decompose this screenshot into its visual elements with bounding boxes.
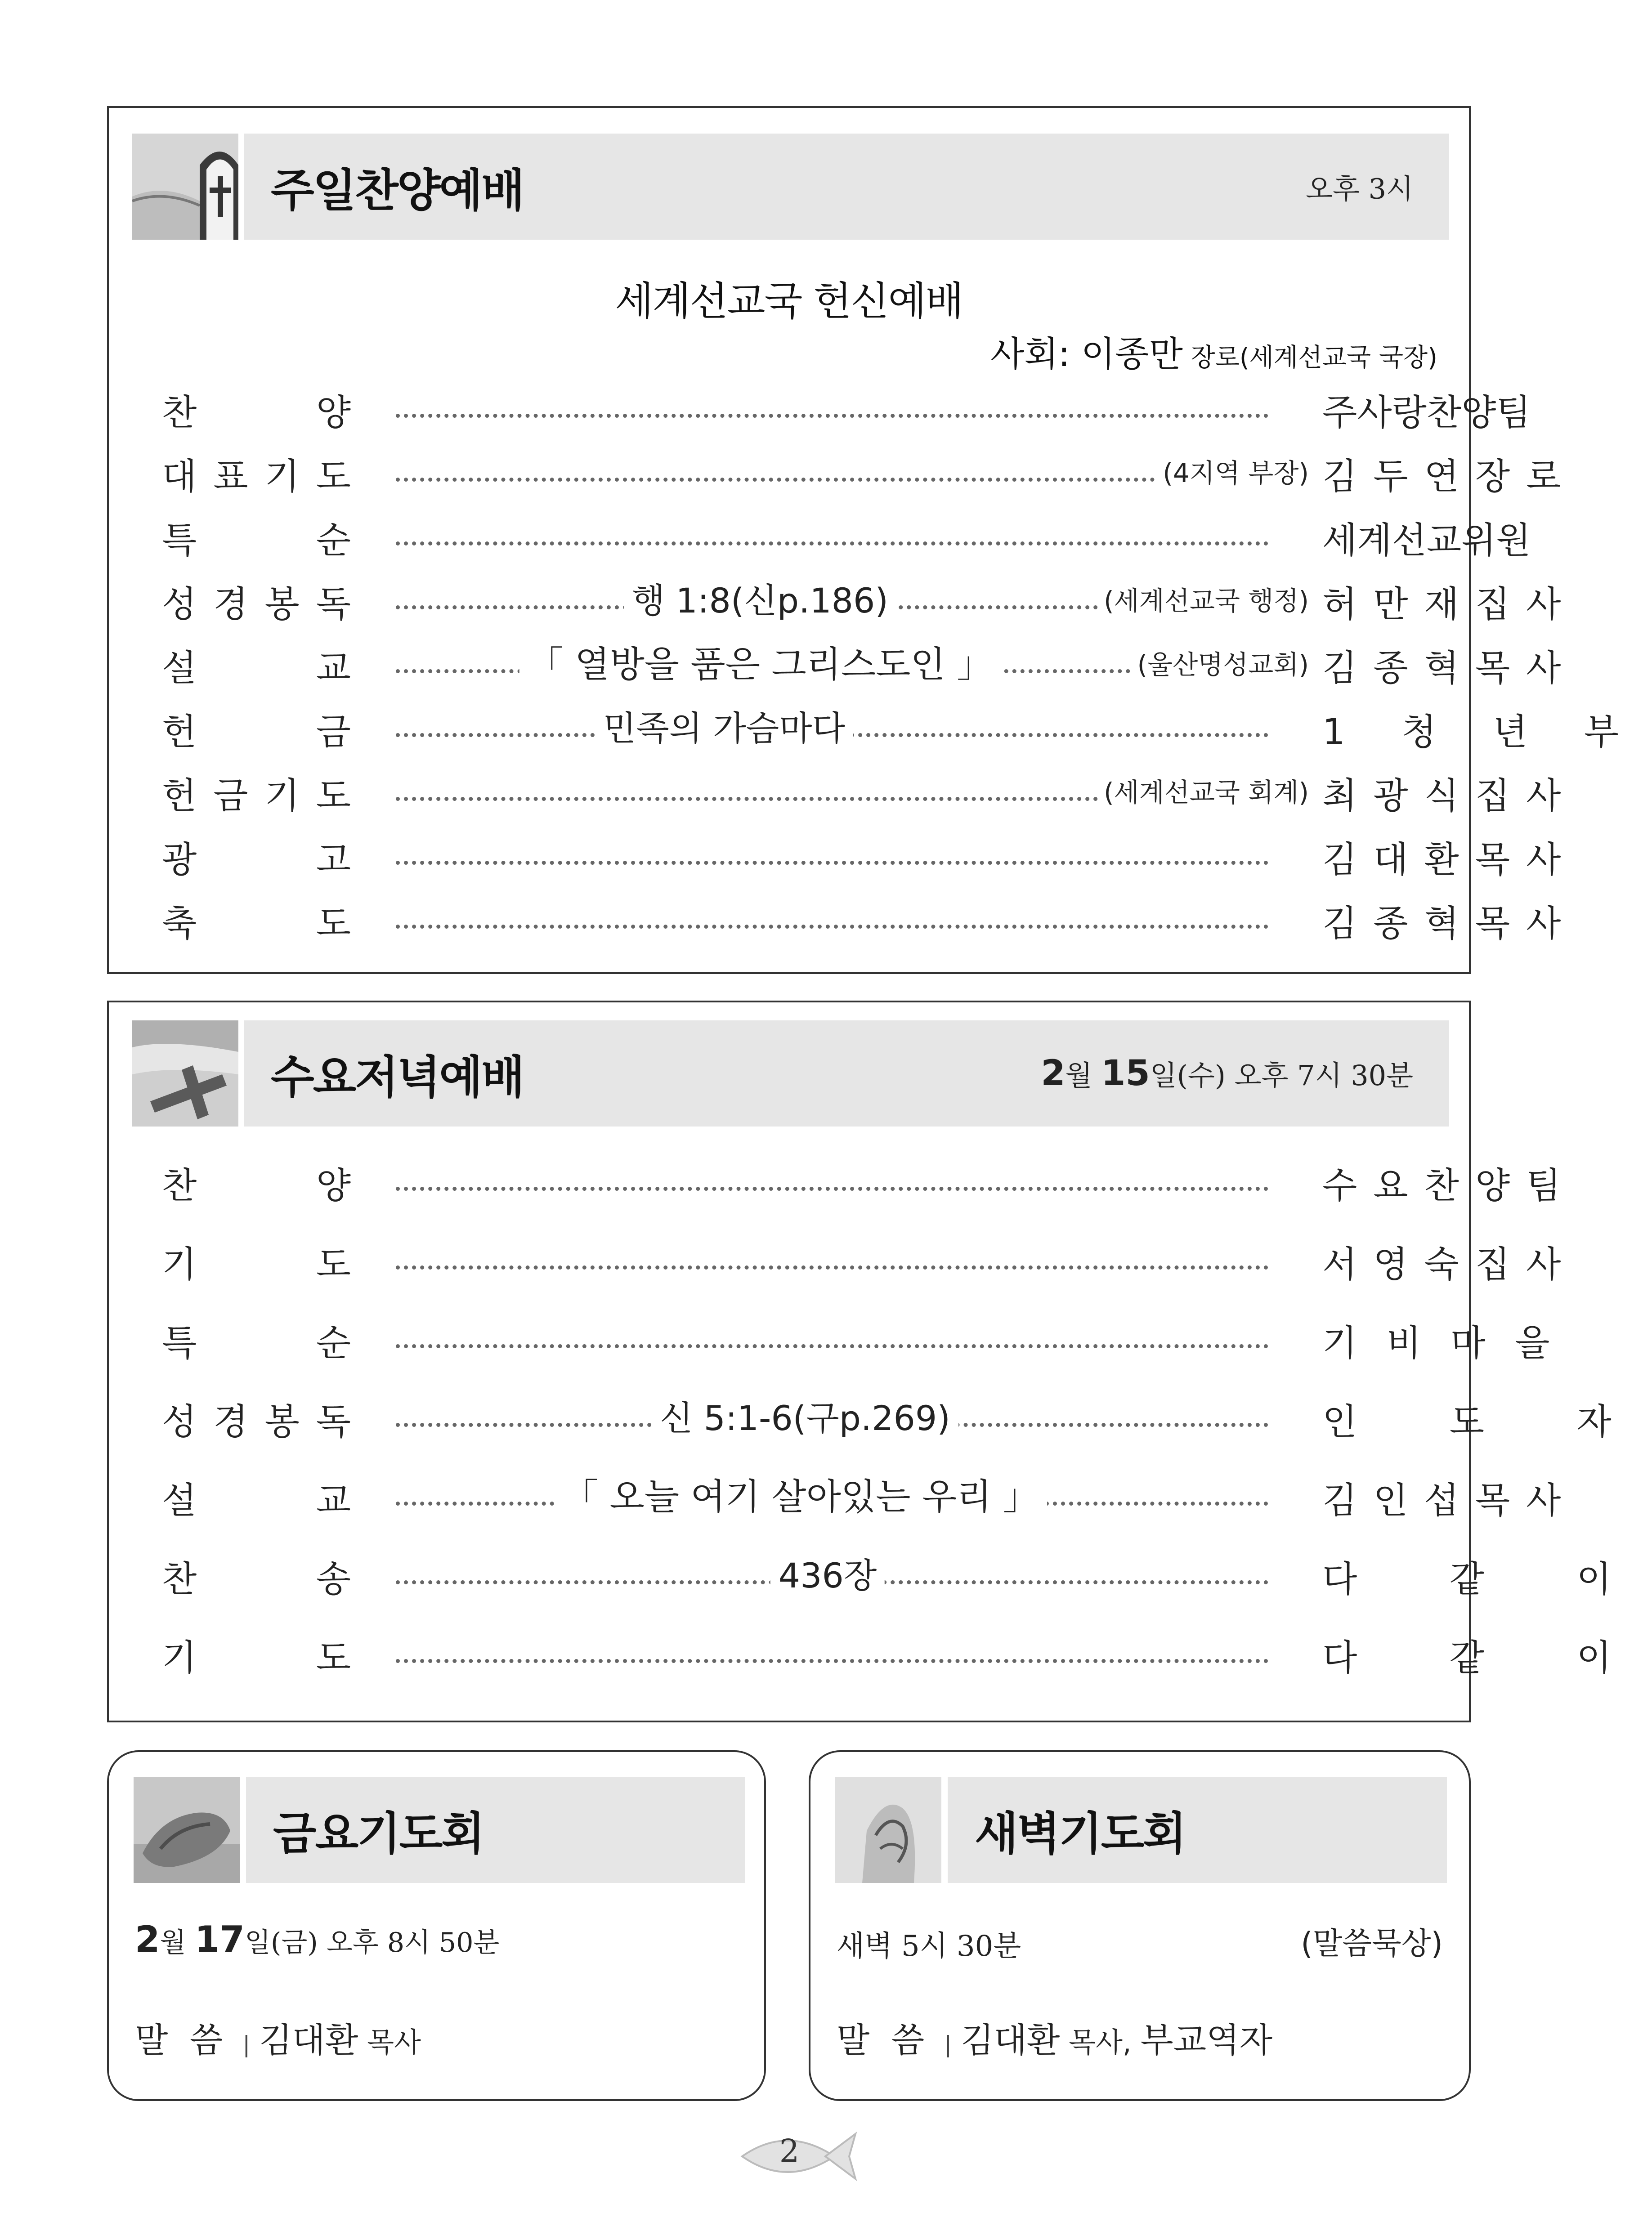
wed-row-hymn	[162, 1160, 1577, 1207]
row-label: 특 순	[162, 519, 351, 561]
row-detail: 「 오늘 여기 살아있는 우리 」	[554, 1475, 1047, 1520]
friday-speaker-line: 말 씀 | 김대환 목사	[135, 2020, 421, 2060]
wed-row-scripture	[162, 1396, 1652, 1443]
row-label: 특 순	[162, 1322, 351, 1364]
row-detail: 신 5:1-6(구p.269)	[652, 1396, 958, 1441]
leader-dots	[396, 1265, 1268, 1270]
row-label: 찬 양	[162, 1164, 351, 1207]
sunday-row-sermon	[162, 642, 1577, 689]
row-person: 김두연장로	[1322, 455, 1577, 497]
sunday-row-hymn	[162, 387, 1534, 432]
sunday-host	[990, 326, 1437, 376]
friday-title: 금요기도회	[273, 1807, 484, 1860]
sunday-row-prayer	[162, 451, 1577, 497]
row-person: 인 도 자	[1322, 1400, 1652, 1443]
row-detail: 민족의 가슴마다	[595, 706, 853, 751]
sunday-row-scripture	[162, 578, 1577, 625]
wed-row-sermon	[162, 1475, 1577, 1521]
host-prefix: 사회:	[990, 334, 1081, 375]
bible-cross-photo-icon	[132, 134, 238, 240]
dawn-note: (말씀묵상)	[1301, 1926, 1443, 1962]
leader-dots	[396, 414, 1268, 418]
leader-dots	[396, 1659, 1268, 1663]
sunday-theme: 세계선교국 헌신예배	[615, 278, 963, 324]
dawn-speaker-line: 말 씀 | 김대환 목사, 부교역자	[837, 2020, 1273, 2060]
host-name: 이종만	[1081, 334, 1183, 375]
row-person: 기 비 마 을	[1322, 1322, 1559, 1364]
wednesday-header	[244, 1020, 1449, 1127]
dawn-time: 새벽 5시 30분	[837, 1930, 1021, 1963]
row-person: 허만재집사	[1322, 583, 1577, 625]
wed-row-hymnal	[162, 1553, 1652, 1600]
leader-dots	[396, 861, 1268, 865]
leader-dots	[396, 478, 1268, 482]
row-label: 대 표 기 도	[162, 455, 351, 497]
dawn-header	[948, 1777, 1447, 1883]
row-note: (세계선교국 회계)	[1097, 770, 1309, 815]
wednesday-time: 2월 15일(수) 오후 7시 30분	[1041, 1053, 1413, 1094]
folded-hands-photo-icon	[835, 1777, 941, 1883]
row-label: 헌 금 기 도	[162, 774, 351, 817]
row-note: (세계선교국 행정)	[1097, 578, 1309, 623]
row-label: 찬 양	[162, 391, 351, 434]
row-person: 김종혁목사	[1322, 902, 1577, 944]
page-number: 2	[779, 2133, 800, 2169]
row-person: 수요찬양팀	[1322, 1164, 1577, 1207]
row-detail: 「 열방을 품은 그리스도인 」	[519, 642, 1001, 687]
row-detail: 행 1:8(신p.186)	[624, 578, 896, 623]
row-person: 서영숙집사	[1322, 1243, 1577, 1285]
row-person: 다 같 이	[1322, 1636, 1652, 1679]
row-label: 헌 금	[162, 711, 351, 753]
leader-dots	[396, 541, 1268, 545]
row-person: 세계선교위원	[1322, 519, 1531, 561]
sunday-header	[244, 134, 1449, 240]
friday-time: 2월 17일(금) 오후 8시 50분	[135, 1918, 500, 1960]
sunday-title: 주일찬양예배	[271, 164, 524, 217]
row-person: 다 같 이	[1322, 1558, 1652, 1600]
row-note: (울산명성교회)	[1131, 642, 1309, 687]
host-suffix: 장로(세계선교국 국장)	[1182, 343, 1437, 372]
praying-hands-photo-icon	[134, 1777, 240, 1883]
row-detail: 436장	[770, 1553, 885, 1598]
row-person: 1 청 년 부	[1322, 711, 1642, 753]
row-label: 찬 송	[162, 1558, 351, 1600]
dawn-prayer-section	[809, 1750, 1471, 2101]
row-label: 기 도	[162, 1243, 351, 1285]
row-label: 기 도	[162, 1636, 351, 1679]
dawn-title: 새벽기도회	[975, 1807, 1185, 1860]
row-person: 최광식집사	[1322, 774, 1577, 817]
leader-dots	[396, 1344, 1268, 1348]
wed-row-closing-prayer	[162, 1632, 1652, 1679]
row-label: 성 경 봉 독	[162, 583, 351, 625]
bible-cross-photo-icon	[132, 1020, 238, 1127]
wednesday-title: 수요저녁예배	[271, 1051, 524, 1104]
row-label: 설 교	[162, 1479, 351, 1521]
row-person: 김대환목사	[1322, 838, 1577, 881]
wednesday-service-section	[107, 1001, 1652, 1722]
row-label: 설 교	[162, 647, 351, 689]
sunday-row-offering-prayer	[162, 770, 1577, 817]
leader-dots	[396, 925, 1268, 929]
sunday-row-special	[162, 514, 1534, 559]
row-label: 광 고	[162, 838, 351, 881]
row-label: 성 경 봉 독	[162, 1400, 351, 1443]
leader-dots	[396, 1187, 1268, 1191]
row-person: 김종혁목사	[1322, 647, 1577, 689]
sunday-row-offering	[162, 706, 1642, 753]
row-person: 주사랑찬양팀	[1322, 391, 1531, 434]
sunday-service-section	[107, 106, 1642, 974]
friday-header	[246, 1777, 745, 1883]
sunday-time: 오후 3시	[1306, 172, 1413, 206]
row-note: (4지역 부장)	[1156, 451, 1309, 496]
wed-row-special	[162, 1317, 1559, 1364]
row-person: 김인섭목사	[1322, 1479, 1577, 1521]
friday-prayer-section	[107, 1750, 766, 2101]
row-label: 축 도	[162, 902, 351, 944]
page-number-fish-emblem	[738, 2123, 859, 2190]
sunday-row-announcements	[162, 834, 1577, 881]
wed-row-prayer	[162, 1238, 1577, 1285]
sunday-row-benediction	[162, 898, 1577, 944]
